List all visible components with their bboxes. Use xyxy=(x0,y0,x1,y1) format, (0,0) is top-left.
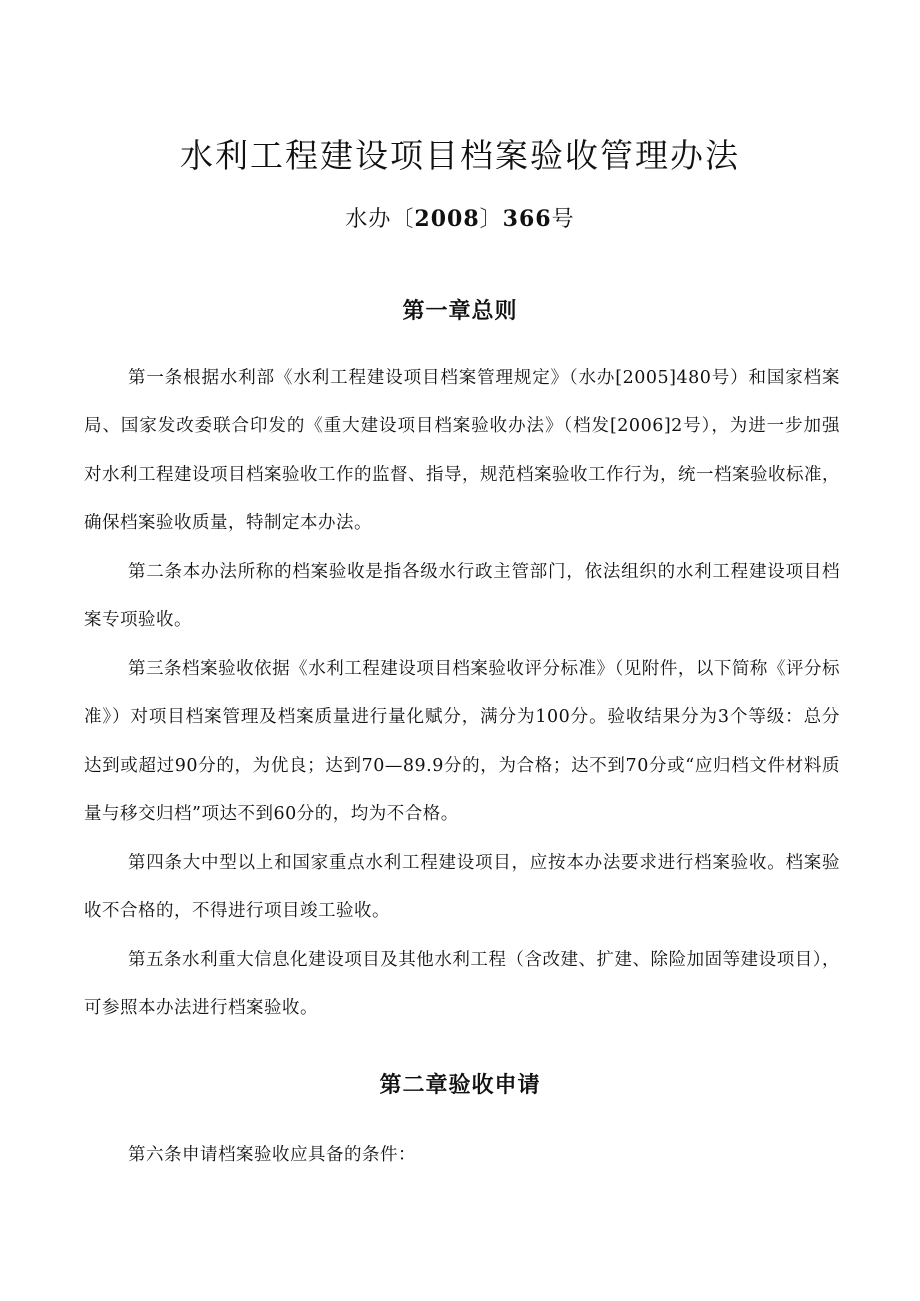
article-1: 第一条根据水利部《水利工程建设项目档案管理规定》（水办[2005]480号）和国家档案局、国家发改委联合印发的《重大建设项目档案验收办法》（档发[2006]2号），为进一步加强对水利工程建设项目档案验收工作的监督、指导，规范档案验收工作行为，统一档案验收标准，确保档案验收质量，特制定本办法。 xyxy=(84,367,840,533)
article-6: 第六条申请档案验收应具备的条件： xyxy=(128,1144,416,1165)
doc-number-suffix: 号 xyxy=(551,207,575,232)
doc-number-value: 366 xyxy=(502,206,552,232)
article-2: 第二条本办法所称的档案验收是指各级水行政主管部门，依法组织的水利工程建设项目档案专项验收。 xyxy=(84,561,840,630)
doc-number-year: 2008 xyxy=(414,206,480,232)
chapter-2-heading: 第二章验收申请 xyxy=(379,1073,541,1099)
article-4: 第四条大中型以上和国家重点水利工程建设项目，应按本办法要求进行档案验收。档案验收不合格的，不得进行项目竣工验收。 xyxy=(84,852,840,921)
document-title: 水利工程建设项目档案验收管理办法 xyxy=(180,136,740,176)
doc-number-middle: 〕 xyxy=(479,207,503,232)
article-3: 第三条档案验收依据《水利工程建设项目档案验收评分标准》（见附件，以下简称《评分标准》）对项目档案管理及档案质量进行量化赋分，满分为100分。验收结果分为3个等级：总分达到或超过90分的，为优良；达到70—89.9分的，为合格；达不到70分或“应归档文件材料质量与移交归档”项达不到60分的，均为不合格。 xyxy=(84,658,840,824)
document-number xyxy=(0,204,920,235)
doc-number-prefix: 水办〔 xyxy=(345,207,415,232)
article-5: 第五条水利重大信息化建设项目及其他水利工程（含改建、扩建、除险加固等建设项目），可参照本办法进行档案验收。 xyxy=(84,949,840,1018)
chapter-1-heading: 第一章总则 xyxy=(402,299,518,325)
